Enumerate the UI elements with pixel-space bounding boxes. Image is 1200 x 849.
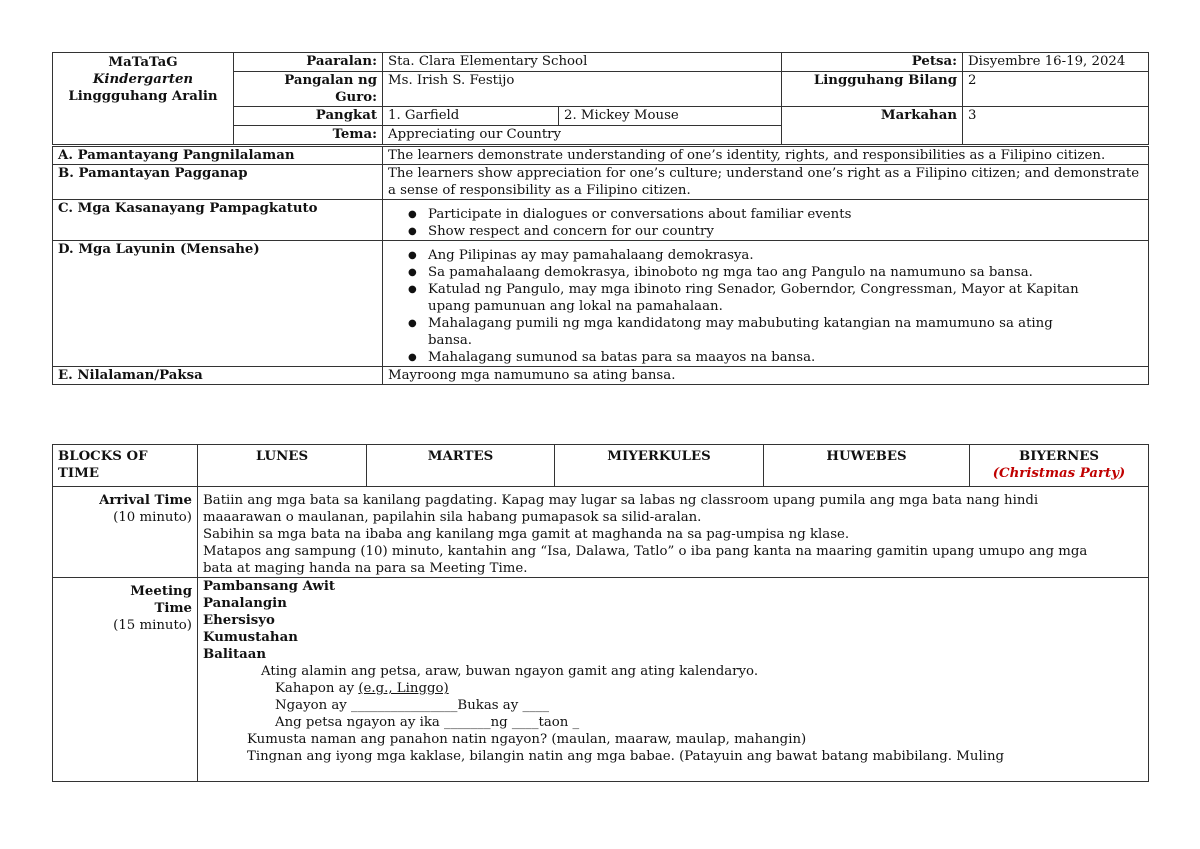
- week-label: Lingguhang Bilang: [782, 72, 963, 107]
- meeting-heading: Ehersisyo: [203, 613, 275, 628]
- arrival-paragraph: Batiin ang mga bata sa kanilang pagdating. Kapag may lugar sa labas ng classroom upang pumila ang mga bata nang hindi maaarawan o maulanan, papilahin sila habang pumapasok sa silid-aralan.: [203, 493, 1039, 525]
- arrival-paragraph: Matapos ang sampung (10) minuto, kantahin ang “Isa, Dalawa, Tatlo” o iba pang kanta na maaring gamitin upang umupo ang mga bata at maging handa na para sa Meeting Time.: [203, 544, 1088, 576]
- meeting-heading: Kumustahan: [203, 630, 298, 645]
- date-line: Ang petsa ngayon ay ika _______ng ____taon _: [275, 715, 580, 730]
- yesterday-text: Kahapon ay: [275, 681, 359, 696]
- meeting-heading: Balitaan: [203, 647, 266, 662]
- theme-value: Appreciating our Country: [383, 126, 782, 145]
- wednesday-header: MIYERKULES: [555, 445, 764, 487]
- christmas-party-note: (Christmas Party): [992, 466, 1126, 481]
- header-table: [52, 52, 1149, 145]
- content-standard-text: The learners demonstrate understanding of one’s identity, rights, and responsibilities as a Filipino citizen.: [383, 147, 1149, 165]
- performance-standard-text: The learners show appreciation for one’s culture; understand one’s right as a Filipino citizen; and demonstrate a sense of responsibility as a Filipino citizen.: [383, 165, 1149, 200]
- calendar-instruction: Ating alamin ang petsa, araw, buwan ngayon gamit ang ating kalendaryo.: [261, 664, 759, 679]
- monday-header: LUNES: [198, 445, 367, 487]
- objectives-list: [388, 247, 1088, 366]
- standards-table: [52, 146, 1149, 385]
- list-item: ● Participate in dialogues or conversations about familiar events: [428, 206, 1143, 223]
- program-cell: [53, 53, 234, 145]
- schedule-table: [52, 444, 1149, 782]
- arrival-time-label: Arrival Time: [99, 493, 192, 508]
- quarter-label: Markahan: [782, 107, 963, 145]
- blocks-of-time-header: BLOCKS OF TIME: [53, 445, 198, 487]
- section-label: Pangkat: [234, 107, 383, 126]
- performance-standard-label: B. Pamantayan Pagganap: [53, 165, 383, 200]
- document-type: Linggguhang Aralin: [68, 89, 218, 104]
- friday-header: [970, 445, 1149, 487]
- teacher-label: Pangalan ng Guro:: [234, 72, 383, 107]
- tuesday-header: MARTES: [367, 445, 555, 487]
- competencies-list: [388, 206, 1143, 240]
- list-item: ● Ang Pilipinas ay may pamahalaang demokrasya.: [428, 247, 1088, 264]
- meeting-time-content: [198, 578, 1149, 782]
- week-value: 2: [963, 72, 1149, 107]
- thursday-header: HUWEBES: [764, 445, 970, 487]
- yesterday-line: [203, 680, 1143, 697]
- count-classmates-line: Tingnan ang iyong mga kaklase, bilangin natin ang mga babae. (Patayuin ang bawat batang mabibilang. Muling: [247, 749, 1005, 764]
- meeting-heading: Panalangin: [203, 596, 287, 611]
- today-line: Ngayon ay ________________Bukas ay ____: [275, 698, 550, 713]
- section-1: 1. Garfield: [383, 107, 559, 126]
- arrival-time-content: [198, 487, 1149, 578]
- competencies-label: C. Mga Kasanayang Pampagkatuto: [53, 200, 383, 241]
- list-item: ● Mahalagang sumunod sa batas para sa maayos na bansa.: [428, 349, 1088, 366]
- date-value: Disyembre 16-19, 2024: [963, 53, 1149, 72]
- arrival-time-duration: (10 minuto): [113, 510, 192, 525]
- objectives-label: D. Mga Layunin (Mensahe): [53, 241, 383, 367]
- grade-level: Kindergarten: [92, 72, 194, 87]
- content-topic-label: E. Nilalaman/Paksa: [53, 367, 383, 385]
- teacher-value: Ms. Irish S. Festijo: [383, 72, 782, 107]
- yesterday-example: (e.g., Linggo): [358, 681, 449, 696]
- arrival-time-cell: [53, 487, 198, 578]
- program-name: MaTaTaG: [108, 55, 178, 70]
- list-item: ● Sa pamahalaang demokrasya, ibinoboto ng mga tao ang Pangulo na namumuno sa bansa.: [428, 264, 1088, 281]
- list-item: ● Show respect and concern for our country: [428, 223, 1143, 240]
- date-label: Petsa:: [782, 53, 963, 72]
- content-standard-label: A. Pamantayang Pangnilalaman: [53, 147, 383, 165]
- content-topic-text: Mayroong mga namumuno sa ating bansa.: [383, 367, 1149, 385]
- school-label: Paaralan:: [234, 53, 383, 72]
- meeting-heading: Pambansang Awit: [203, 579, 336, 594]
- quarter-value: 3: [963, 107, 1149, 145]
- school-value: Sta. Clara Elementary School: [383, 53, 782, 72]
- theme-label: Tema:: [234, 126, 383, 145]
- objectives-cell: [383, 241, 1149, 367]
- list-item: ● Mahalagang pumili ng mga kandidatong may mabubuting katangian na mamumuno sa ating bansa.: [428, 315, 1088, 349]
- meeting-time-label: Meeting: [130, 584, 192, 599]
- section-2: 2. Mickey Mouse: [559, 107, 782, 126]
- meeting-time-duration: (15 minuto): [113, 618, 192, 633]
- meeting-time-cell: [53, 578, 198, 782]
- friday-label: BIYERNES: [1018, 449, 1100, 464]
- list-item: ● Katulad ng Pangulo, may mga ibinoto ring Senador, Goberndor, Congressman, Mayor at Kapitan upang pamunuan ang lokal na pamahalaan.: [428, 281, 1088, 315]
- weather-line: Kumusta naman ang panahon natin ngayon? (maulan, maaraw, maulap, mahangin): [247, 732, 807, 747]
- arrival-paragraph: Sabihin sa mga bata na ibaba ang kanilang mga gamit at maghanda na sa pag-umpisa ng klase.: [203, 527, 850, 542]
- competencies-cell: [383, 200, 1149, 241]
- meeting-time-label-2: Time: [154, 601, 192, 616]
